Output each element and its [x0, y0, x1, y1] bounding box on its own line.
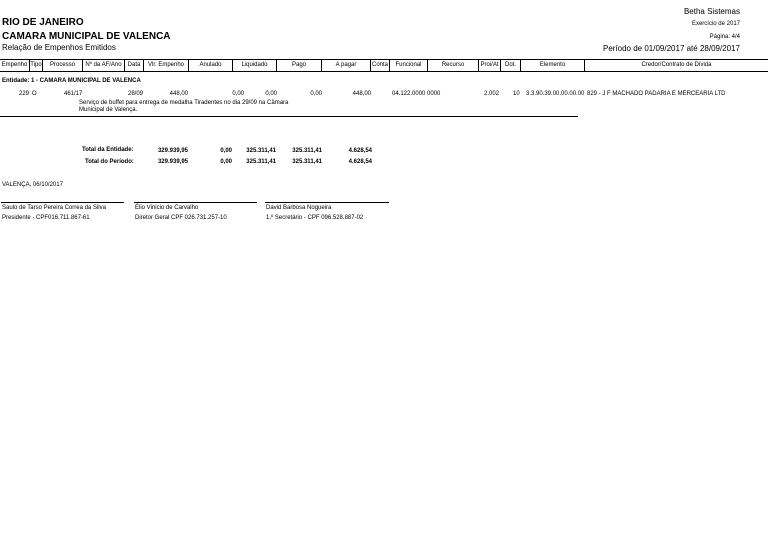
- col-dot: Dot.: [501, 60, 521, 71]
- total-period-valor: 329.939,95: [157, 159, 188, 165]
- report-period: Período de 01/09/2017 até 28/09/2017: [602, 44, 740, 53]
- total-period-pago: 325.311,41: [292, 159, 322, 165]
- col-processo: Processo: [43, 60, 83, 71]
- row-description: Serviço de buffet para entrega de medalha Tiradentes no dia 29/09 na Câmara Municipal de Valença.: [79, 100, 289, 113]
- col-anulado: Anulado: [189, 60, 233, 71]
- cell-credor: 829 - J F MACHADO PADARIA E MERCEARIA LTD: [587, 91, 726, 97]
- total-entity-anulado: 0,00: [220, 148, 232, 154]
- state-title: RIO DE JANEIRO: [2, 17, 84, 28]
- col-pago: Pago: [277, 60, 322, 71]
- entity-title: Entidade: 1 - CAMARA MUNICIPAL DE VALENCA: [2, 78, 141, 84]
- total-entity-pago: 325.311,41: [292, 148, 322, 154]
- total-entity-liquidado: 325.311,41: [246, 148, 276, 154]
- cell-proi-at: 2.002: [484, 91, 500, 97]
- signature-line-3: [265, 202, 389, 203]
- row-divider: [0, 116, 578, 117]
- signature-name-1: Saulo de Tarso Pereira Correa da Silva: [2, 205, 106, 211]
- signature-name-2: Élio Vinicio de Carvalho: [135, 205, 199, 211]
- report-title: Relação de Empenhos Emitidos: [2, 43, 116, 52]
- cell-data: 28/09: [128, 91, 144, 97]
- col-funcional: Funcional: [390, 60, 428, 71]
- col-conta: Conta: [371, 60, 390, 71]
- page-number: Página: 4/4: [709, 34, 740, 40]
- col-credor: Credor/Contrato de Dívida: [641, 62, 712, 68]
- signature-role-3: 1.º Secretário - CPF 096.528.887-02: [266, 215, 364, 221]
- cell-pago: 0,00: [310, 91, 322, 97]
- col-liquidado: Liquidado: [233, 60, 277, 71]
- total-entity-label: Total da Entidade:: [82, 147, 134, 153]
- col-data: Data: [125, 60, 144, 71]
- signature-line-2: [134, 202, 257, 203]
- place-date: VALENÇA, 06/10/2017: [2, 182, 63, 188]
- col-empenho: Empenho: [0, 60, 30, 71]
- col-af-ano: Nº da AF/Ano: [83, 60, 125, 71]
- col-elemento: Elemento: [521, 60, 585, 71]
- signature-role-1: Presidente - CPF016.711.867-61: [2, 215, 90, 221]
- exercise-year: Exercício de 2017: [691, 21, 740, 27]
- col-proi-at: Proi/At: [479, 60, 501, 71]
- total-period-anulado: 0,00: [220, 159, 232, 165]
- cell-dot: 10: [513, 91, 520, 97]
- signature-name-3: David Barbosa Nogueira: [266, 205, 332, 211]
- col-valor-empenho: Vlr. Empenho: [144, 60, 189, 71]
- total-period-a-pagar: 4.628,54: [348, 159, 372, 165]
- chamber-title: CAMARA MUNICIPAL DE VALENCA: [2, 31, 171, 42]
- cell-empenho: 229: [19, 91, 30, 97]
- cell-processo: 461/17: [64, 91, 83, 97]
- cell-tipo: O: [32, 91, 37, 97]
- company-name: Betha Sistemas: [683, 7, 740, 16]
- total-period-label: Total do Período:: [85, 159, 134, 165]
- col-tipo: Tipo: [30, 60, 43, 71]
- cell-valor-empenho: 448,00: [169, 91, 188, 97]
- cell-a-pagar: 448,00: [352, 91, 371, 97]
- col-recurso: Recurso: [428, 60, 479, 71]
- cell-anulado: 0,00: [232, 91, 244, 97]
- signature-line-1: [1, 202, 124, 203]
- total-entity-a-pagar: 4.628,54: [348, 148, 372, 154]
- cell-elemento: 3.3.90.39.00.00.00.00: [526, 91, 585, 97]
- col-a-pagar: A pagar: [322, 60, 371, 71]
- cell-recurso: 0000: [427, 91, 441, 97]
- cell-funcional: 04.122.0000: [392, 91, 426, 97]
- cell-liquidado: 0,00: [265, 91, 277, 97]
- total-period-liquidado: 325.311,41: [246, 159, 276, 165]
- table-header: [0, 59, 768, 72]
- signature-role-2: Diretor Geral CPF 026.731.257-10: [135, 215, 227, 221]
- total-entity-valor: 329.939,95: [157, 148, 188, 154]
